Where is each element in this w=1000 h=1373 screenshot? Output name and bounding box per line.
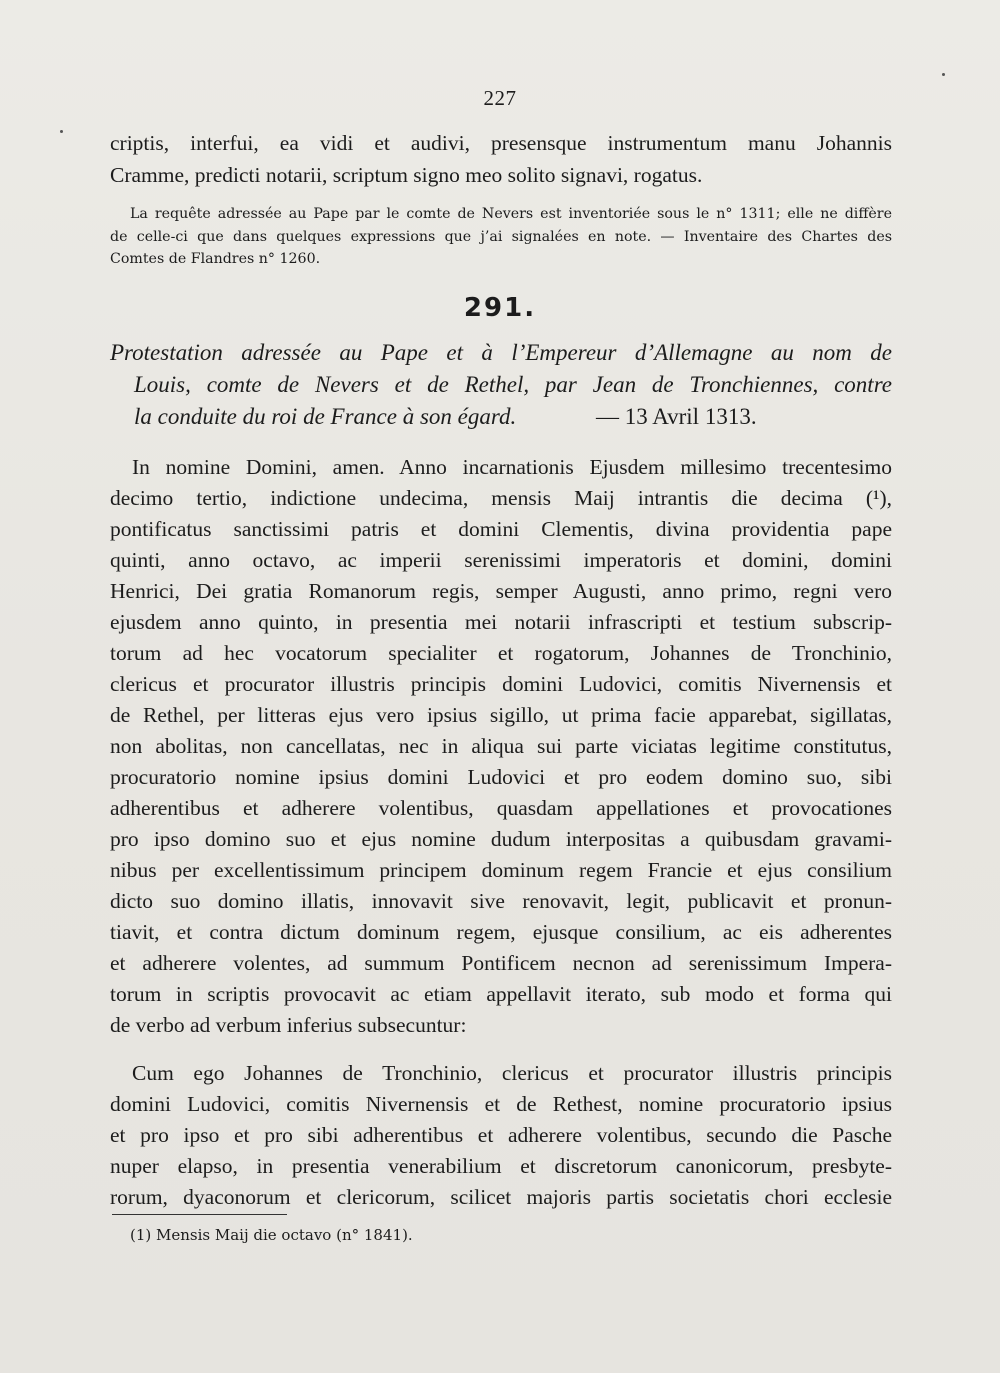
body-line: clericus et procurator illustris principis domini Ludovici, comitis Nivernensis et — [110, 672, 892, 696]
page-speck — [60, 130, 63, 133]
page-speck — [942, 73, 945, 76]
body-line: non abolitas, non cancellatas, nec in aliqua sui parte viciatas legitime constitutus, — [110, 734, 892, 758]
footnote: (1) Mensis Maij die octavo (n° 1841). — [130, 1226, 413, 1244]
body-line: quinti, anno octavo, ac imperii serenissimi imperatoris et domini, domini — [110, 548, 892, 572]
body-line: de verbo ad verbum inferius subsecuntur: — [110, 1013, 467, 1037]
body-line: procuratorio nomine ipsius domini Ludovici et pro eodem domino suo, sibi — [110, 765, 892, 789]
body-line: ejusdem anno quinto, in presentia mei notarii infrascripti et testium subscrip- — [110, 610, 892, 634]
body-line: pro ipso domino suo et ejus nomine dudum interpositas a quibusdam gravami- — [110, 827, 892, 851]
section-title-date — [596, 402, 801, 432]
body-line: In nomine Domini, amen. Anno incarnationis Ejusdem millesimo trecentesimo — [132, 455, 892, 479]
top-paragraph-line: Cramme, predicti notarii, scriptum signo meo solito signavi, rogatus. — [110, 163, 703, 187]
footnote-rule — [112, 1214, 287, 1215]
body-line: decimo tertio, indictione undecima, mensis Maij intrantis die decima (¹), — [110, 486, 892, 510]
body-line: et adherere volentes, ad summum Pontificem necnon ad serenissimum Impera- — [110, 951, 892, 975]
body-line: nuper elapso, in presentia venerabilium et discretorum canonicorum, presbyte- — [110, 1154, 892, 1178]
body-line: Cum ego Johannes de Tronchinio, clericus et procurator illustris principis — [132, 1061, 892, 1085]
body-line: tiavit, et contra dictum dominum regem, ejusque consilium, ac eis adherentes — [110, 920, 892, 944]
body-line: et pro ipso et pro sibi adherentibus et adherere volentibus, secundo die Pasche — [110, 1123, 892, 1147]
body-line: torum ad hec vocatorum specialiter et rogatorum, Johannes de Tronchinio, — [110, 641, 892, 665]
note-line: de celle-ci que dans quelques expressions que j’ai signalées en note. — Inventaire des Chartes des — [110, 229, 892, 245]
section-title-line: Louis, comte de Nevers et de Rethel, par Jean de Tronchiennes, contre — [134, 372, 892, 397]
body-line: Henrici, Dei gratia Romanorum regis, semper Augusti, anno primo, regni vero — [110, 579, 892, 603]
section-date: — 13 Avril 1313. — [596, 404, 757, 429]
body-line: torum in scriptis provocavit ac etiam appellavit iterato, sub modo et forma qui — [110, 982, 892, 1006]
body-line: adherentibus et adherere volentibus, quasdam appellationes et provocationes — [110, 796, 892, 820]
note-line: Comtes de Flandres n° 1260. — [110, 251, 321, 267]
note-line: La requête adressée au Pape par le comte de Nevers est inventoriée sous le n° 1311; elle ne diffère — [130, 206, 892, 222]
body-line: nibus per excellentissimum principem dominum regem Francie et ejus consilium — [110, 858, 892, 882]
section-title-line: la conduite du roi de France à son égard. — [134, 404, 517, 429]
section-number: 291. — [463, 293, 537, 323]
body-line: rorum, dyaconorum et clericorum, scilicet majoris partis societatis chori ecclesie — [110, 1185, 892, 1209]
body-line: pontificatus sanctissimi patris et domini Clementis, divina providentia pape — [110, 517, 892, 541]
body-line: domini Ludovici, comitis Nivernensis et de Rethest, nomine procuratorio ipsius — [110, 1092, 892, 1116]
body-line: de Rethel, per litteras ejus vero ipsius sigillo, ut prima facie apparebat, sigillatas, — [110, 703, 892, 727]
section-title-line: Protestation adressée au Pape et à l’Empereur d’Allemagne au nom de — [110, 340, 892, 365]
page-number: 227 — [483, 86, 517, 110]
body-line: dicto suo domino illatis, innovavit sive renovavit, legit, publicavit et pronun- — [110, 889, 892, 913]
top-paragraph-line: criptis, interfui, ea vidi et audivi, presensque instrumentum manu Johannis — [110, 131, 892, 155]
